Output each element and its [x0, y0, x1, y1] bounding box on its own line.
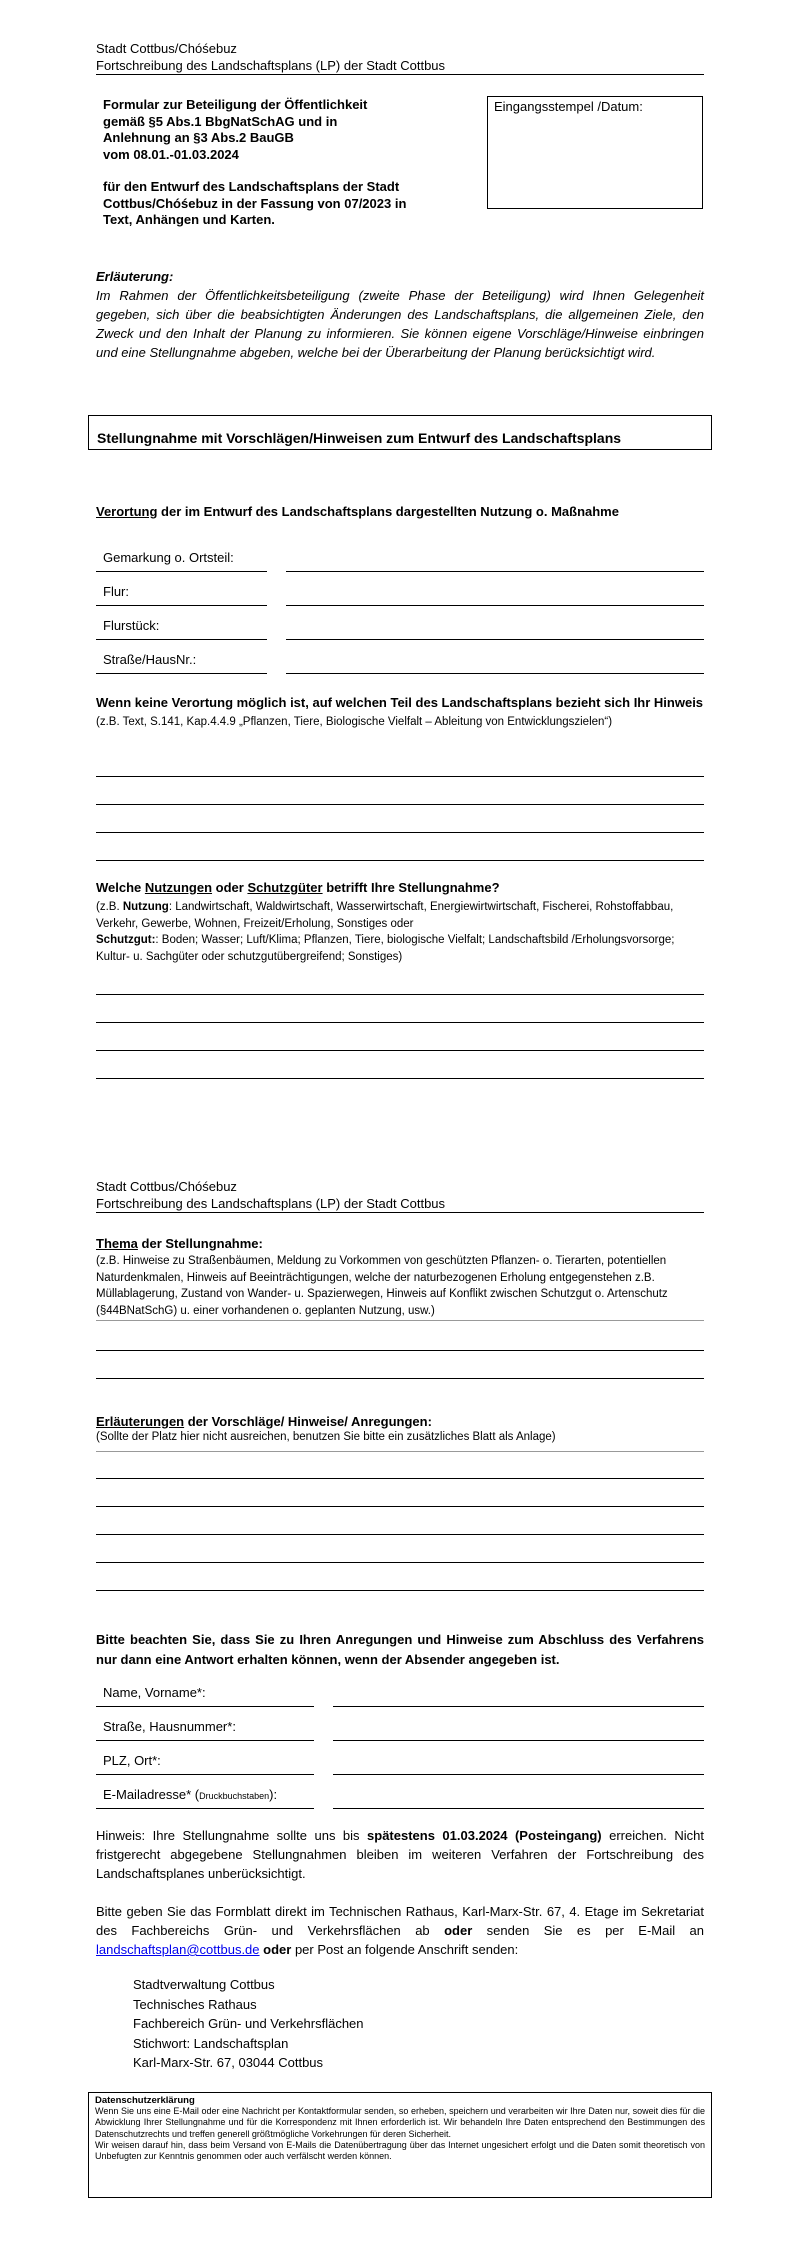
submission-bold: oder — [444, 1923, 473, 1938]
email-link[interactable]: landschaftsplan@cottbus.de — [96, 1942, 260, 1957]
answer-line[interactable] — [96, 1078, 704, 1079]
label-underline — [96, 673, 267, 674]
answer-line[interactable] — [96, 1451, 704, 1452]
submission-bold: oder — [259, 1942, 292, 1957]
privacy-text: Wenn Sie uns eine E-Mail oder eine Nachricht per Kontaktformular senden, so erheben, speichern und verarbeiten wir Ihre Daten nur, soweit dies für die Abwicklung Ihrer Stellungnahme und für die Korrespondenz mit Ihnen erforderlich ist. Wir behandeln Ihre Daten entsprechend den Bestimmungen des Datenschutzrechts und treffen generell größtmögliche Vorkehrungen für deren Sicherheit. — [95, 2106, 705, 2139]
explanation-heading: Erläuterung: — [96, 269, 174, 284]
form-title-line: vom 08.01.-01.03.2024 — [103, 146, 239, 162]
suggestions-hint: (Sollte der Platz hier nicht ausreichen, benutzen Sie bitte ein zusätzliches Blatt als Anlage) — [96, 1431, 556, 1443]
suggestions-heading-underlined: Erläuterungen — [96, 1414, 185, 1429]
deadline-part: Hinweis: Ihre Stellungnahme sollte uns bis — [96, 1828, 368, 1843]
answer-line[interactable] — [96, 1590, 704, 1591]
uses-heading-part: betrifft Ihre Stellungnahme? — [322, 880, 500, 895]
answer-line[interactable] — [96, 1350, 704, 1351]
privacy-heading: Datenschutzerklärung — [95, 2095, 195, 2106]
privacy-text: Wir weisen darauf hin, dass beim Versand von E-Mails die Datenübertragung über das Internet ungesichert erfolgt und die Daten somit theoretisch von Unbefugten zur Kenntnis genommen oder auch verfälscht werden können. — [95, 2139, 705, 2162]
explanation — [96, 267, 704, 362]
answer-line[interactable] — [96, 804, 704, 805]
header-city: Stadt Cottbus/Chóśebuz — [96, 1179, 237, 1194]
postal-address — [133, 1975, 364, 2073]
uses-heading-part: oder — [212, 880, 248, 895]
label-underline — [96, 1740, 314, 1741]
header-subtitle: Fortschreibung des Landschaftsplans (LP) der Stadt Cottbus — [96, 1196, 446, 1211]
address-line: Karl-Marx-Str. 67, 03044 Cottbus — [133, 2055, 324, 2070]
statement-heading-text: Stellungnahme mit Vorschlägen/Hinweisen zum Entwurf des Landschaftsplans — [97, 430, 622, 446]
answer-line[interactable] — [96, 1050, 704, 1051]
field-label-strasse: Straße/HausNr.: — [103, 652, 197, 667]
suggestions-heading — [96, 1413, 704, 1431]
answer-line[interactable] — [96, 1478, 704, 1479]
answer-line[interactable] — [96, 1320, 704, 1321]
answer-line[interactable] — [96, 1022, 704, 1023]
address-line: Stichwort: Landschaftsplan — [133, 2035, 289, 2051]
page-header — [96, 1178, 704, 1213]
label-underline — [96, 1774, 314, 1775]
receipt-stamp-box — [487, 96, 703, 209]
field-label-flurstueck: Flurstück: — [103, 618, 160, 633]
uses-hint-bold: Schutzgut: — [96, 934, 156, 946]
flurstueck-input-line[interactable] — [286, 639, 704, 640]
answer-line[interactable] — [96, 1534, 704, 1535]
uses-hint-part: : Boden; Wasser; Luft/Klima; Pflanzen, Tiere, biologische Vielfalt; Landschaftsbild /Erholungsvorsorge; Kultur- u. Sachgüter oder schutzgutübergreifend; Sonstiges) — [96, 934, 675, 963]
address-line: Stadtverwaltung Cottbus — [133, 1977, 275, 1992]
location-heading — [96, 503, 704, 521]
privacy-notice — [88, 2092, 712, 2198]
explanation-text: Im Rahmen der Öffentlichkeitsbeteiligung (zweite Phase der Beteiligung) wird Ihnen Gelegenheit gegeben, sich über die beabsichtigten Änderungen des Landschaftsplans, die allgemeinen Ziele, den Zweck und den Inhalt der Planung zu informieren. Sie können eigene Vorschläge/Hinweise einbringen und eine Stellungnahme abgeben, welche bei der Überarbeitung der Planung berücksichtigt wird. — [96, 288, 704, 360]
deadline-part: erreichen. Nicht fristgerecht abgegebene Stellungnahmen bleiben im weiteren Verfahren der Fortschreibung des Landschaftsplanes unberücksichtigt. — [96, 1828, 704, 1881]
field-label-city: PLZ, Ort*: — [103, 1753, 161, 1768]
label-underline — [96, 639, 267, 640]
field-label-name: Name, Vorname*: — [103, 1685, 206, 1700]
uses-hint-part: (z.B. — [96, 901, 123, 913]
submission-part: per Post an folgende Anschrift senden: — [291, 1942, 519, 1957]
address-line: Technisches Rathaus — [133, 1996, 257, 2012]
no-location-heading — [96, 694, 704, 730]
field-label-email — [103, 1787, 277, 1802]
field-label-flur: Flur: — [103, 584, 129, 599]
uses-heading-part: Welche — [96, 880, 145, 895]
sender-note: Bitte beachten Sie, dass Sie zu Ihren Anregungen und Hinweise zum Abschluss des Verfahrens nur dann eine Antwort erhalten können, wenn der Absender angegeben ist. — [96, 1632, 704, 1667]
answer-line[interactable] — [96, 994, 704, 995]
submission-part: senden Sie es per E-Mail an — [472, 1923, 704, 1938]
email-label-part: ): — [269, 1787, 278, 1802]
form-title-line: Anlehnung an §3 Abs.2 BauGB — [103, 130, 294, 145]
gemarkung-input-line[interactable] — [286, 571, 704, 572]
statement-box-heading — [88, 415, 712, 450]
label-underline — [96, 605, 267, 606]
strasse-input-line[interactable] — [286, 673, 704, 674]
email-label-small: Druckbuchstaben — [199, 1791, 270, 1801]
form-title — [103, 97, 463, 229]
deadline-date: spätestens 01.03.2024 (Posteingang) — [367, 1828, 602, 1843]
email-label-part: E-Mailadresse* ( — [103, 1787, 200, 1802]
location-heading-underlined: Verortung — [96, 504, 158, 519]
uses-hint-part: : Landwirtschaft, Waldwirtschaft, Wasserwirtschaft, Energiewirtwirtschaft, Fischerei, Rohstoffabbau, Verkehr, Gewerbe, Wohnen, Freizeit/Erholung, Sonstiges oder — [96, 901, 674, 930]
no-location-hint: (z.B. Text, S.141, Kap.4.4.9 „Pflanzen, Tiere, Biologische Vielfalt – Ableitung von Entwicklungszielen“) — [96, 716, 613, 728]
street-input-line[interactable] — [333, 1740, 704, 1741]
field-label-street: Straße, Hausnummer*: — [103, 1719, 236, 1734]
address-line: Fachbereich Grün- und Verkehrsflächen — [133, 2016, 364, 2031]
uses-hint-bold: Nutzung — [122, 901, 169, 913]
stamp-label: Eingangsstempel /Datum: — [494, 99, 643, 114]
name-input-line[interactable] — [333, 1706, 704, 1707]
suggestions-heading-rest: der Vorschläge/ Hinweise/ Anregungen: — [184, 1414, 432, 1429]
deadline-note — [96, 1826, 704, 1883]
label-underline — [96, 571, 267, 572]
form-title-line: Text, Anhängen und Karten. — [103, 212, 275, 227]
answer-line[interactable] — [96, 1562, 704, 1563]
answer-line[interactable] — [96, 832, 704, 833]
topic-heading-underlined: Thema — [96, 1236, 138, 1251]
form-title-line: Formular zur Beteiligung der Öffentlichkeit — [103, 97, 368, 112]
uses-heading — [96, 879, 704, 897]
label-underline — [96, 1706, 314, 1707]
answer-line[interactable] — [96, 776, 704, 777]
answer-line[interactable] — [96, 1378, 704, 1379]
answer-line[interactable] — [96, 1506, 704, 1507]
no-location-heading-text: Wenn keine Verortung möglich ist, auf welchen Teil des Landschaftsplans bezieht sich Ihr Hinweis — [96, 695, 704, 710]
page-header — [96, 40, 704, 75]
email-input-line[interactable] — [333, 1808, 704, 1809]
uses-heading-schutzgueter: Schutzgüter — [247, 880, 323, 895]
header-subtitle: Fortschreibung des Landschaftsplans (LP) der Stadt Cottbus — [96, 58, 446, 73]
submission-note — [96, 1902, 704, 1959]
topic-heading-rest: der Stellungnahme: — [137, 1236, 263, 1251]
topic-hint: (z.B. Hinweise zu Straßenbäumen, Meldung zu Vorkommen von geschützten Pflanzen- o. Tierarten, potentiellen Naturdenkmalen, Hinweis auf Beeinträchtigungen, welche der naturbezogenen Erholung entgegenstehen z.B. Müllablagerung, Zustand von Wander- u. Spazierwegen, Hinweis auf Konflikt zwischen Schutzgut o. Artenschutz (§44BNatSchG) u. einer vorhandenen o. geplanten Nutzung, usw.) — [96, 1255, 668, 1317]
field-label-gemarkung: Gemarkung o. Ortsteil: — [103, 550, 234, 565]
uses-heading-nutzungen: Nutzungen — [144, 880, 213, 895]
location-heading-rest: der im Entwurf des Landschaftsplans dargestellten Nutzung o. Maßnahme — [157, 504, 619, 519]
flur-input-line[interactable] — [286, 605, 704, 606]
form-title-line: gemäß §5 Abs.1 BbgNatSchAG und in — [103, 113, 338, 129]
city-input-line[interactable] — [333, 1774, 704, 1775]
form-title-line: Cottbus/Chóśebuz in der Fassung von 07/2023 in — [103, 195, 407, 211]
uses-hint — [96, 899, 704, 965]
topic-heading — [96, 1235, 704, 1253]
form-title-line: für den Entwurf des Landschaftsplans der Stadt — [103, 179, 400, 194]
label-underline — [96, 1808, 314, 1809]
answer-line[interactable] — [96, 860, 704, 861]
header-city: Stadt Cottbus/Chóśebuz — [96, 41, 237, 56]
submission-part: Bitte geben Sie das Formblatt direkt im Technischen Rathaus, Karl-Marx-Str. 67, 4. Etage im Sekretariat des Fachbereichs Grün- und Verkehrsflächen ab — [96, 1904, 704, 1938]
